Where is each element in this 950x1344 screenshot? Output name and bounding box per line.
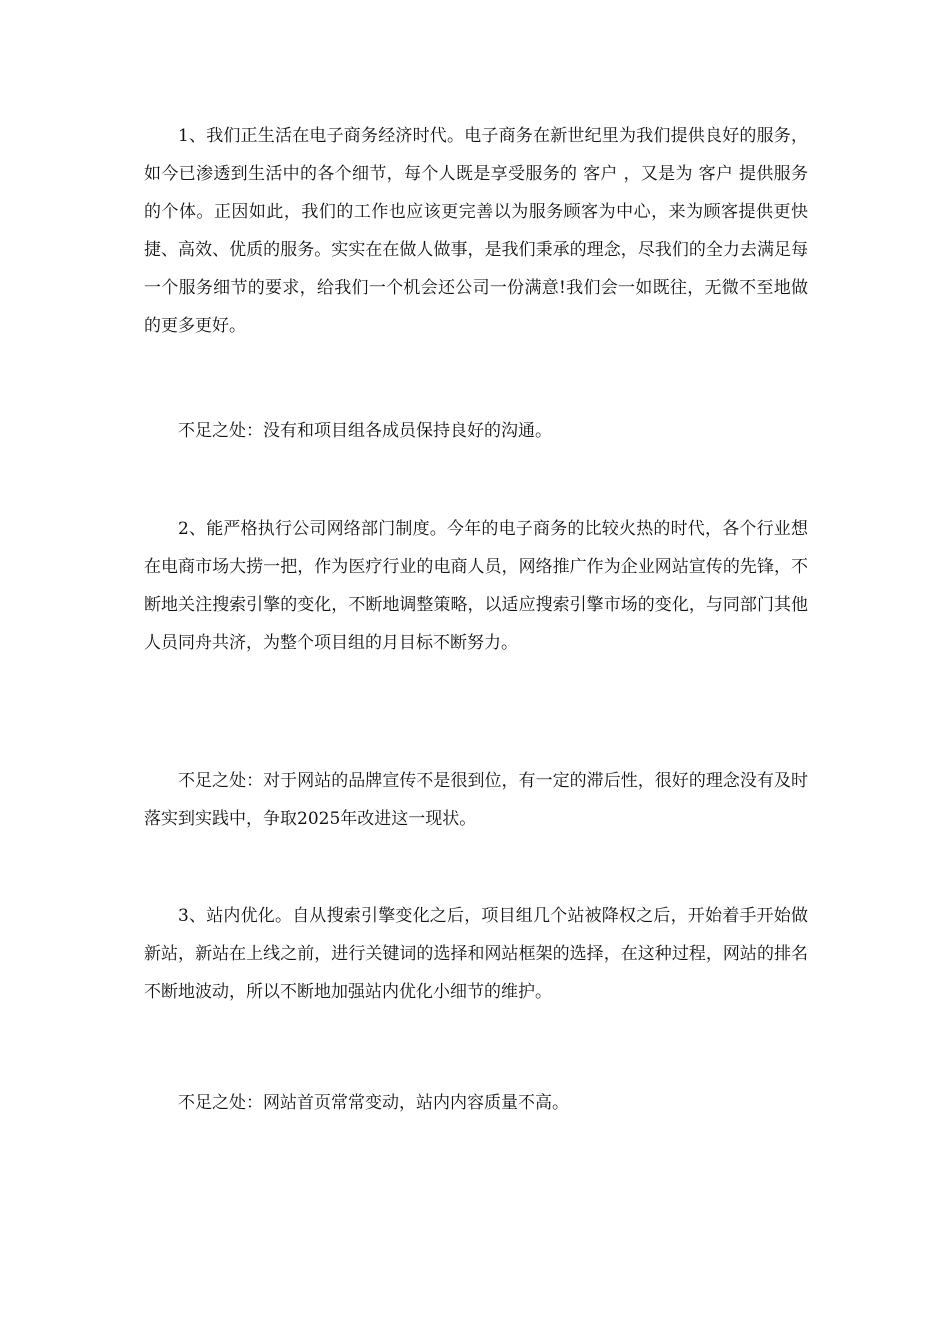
paragraph-shortcoming-2: 不足之处：对于网站的品牌宣传不是很到位，有一定的滞后性，很好的理念没有及时落实到实践中，争取2025年改进这一现状。 bbox=[144, 771, 808, 829]
paragraph-1: 1、我们正生活在电子商务经济时代。电子商务在新世纪里为我们提供良好的服务，如今已渗透到生活中的各个细节，每个人既是享受服务的 客户 ，又是为 客户 提供服务的个体。正因如此，我们的工作也应该更完善以为服务顾客为中心，来为顾客提供更快捷、高效、优质的服务。实实在在做人做事，是我们秉承的理念，尽我们的全力去满足每一个服务细节的要求，给我们一个机会还公司一份满意!我们会一如既往，无微不至地做的更多更好。 bbox=[144, 126, 808, 336]
paragraph-shortcoming-3: 不足之处：网站首页常常变动，站内内容质量不高。 bbox=[178, 1093, 569, 1113]
paragraph-3: 3、站内优化。自从搜索引擎变化之后，项目组几个站被降权之后，开始着手开始做新站，新站在上线之前，进行关键词的选择和网站框架的选择，在这种过程，网站的排名不断地波动，所以不断地加强站内优化小细节的维护。 bbox=[144, 906, 808, 1002]
paragraph-shortcoming-1: 不足之处：没有和项目组各成员保持良好的沟通。 bbox=[178, 421, 552, 441]
paragraph-2: 2、能严格执行公司网络部门制度。今年的电子商务的比较火热的时代，各个行业想在电商市场大捞一把，作为医疗行业的电商人员，网络推广作为企业网站宣传的先锋，不断地关注搜索引擎的变化，不断地调整策略，以适应搜索引擎市场的变化，与同部门其他人员同舟共济，为整个项目组的月目标不断努力。 bbox=[144, 519, 808, 653]
